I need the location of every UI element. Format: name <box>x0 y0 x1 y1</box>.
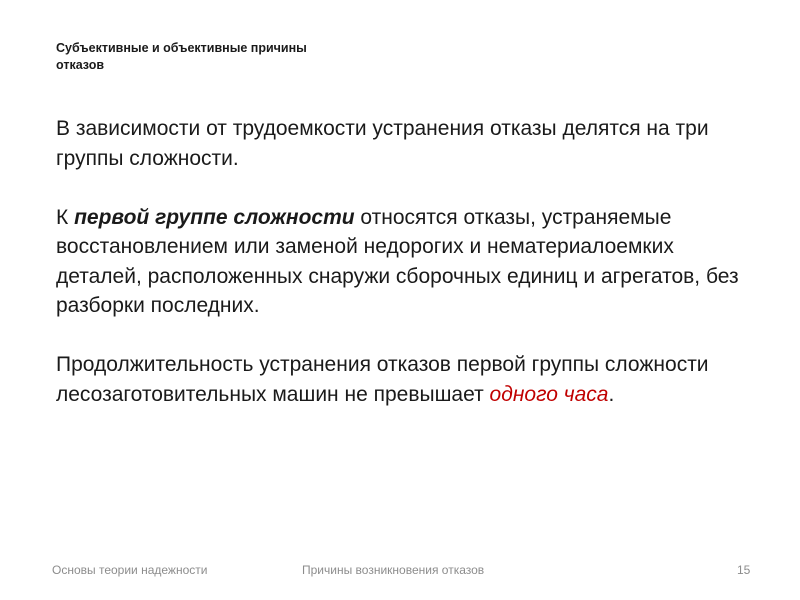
paragraph-groups-intro: В зависимости от трудоемкости устранения отказы делятся на три группы сложности. <box>56 117 709 170</box>
slide-title-line2: отказов <box>56 58 105 72</box>
slide-title <box>56 40 396 74</box>
slide-title-line1: Субъективные и объективные причины <box>56 41 307 55</box>
first-group-emphasis: первой группе сложности <box>74 205 355 229</box>
paragraph-duration-suffix: . <box>608 382 615 406</box>
paragraph-duration-text: Продолжительность устранения отказов первой группы сложности лесозаготовительных машин не превышает <box>56 353 709 406</box>
footer-topic: Причины возникновения отказов <box>302 563 485 577</box>
slide-body <box>56 114 756 409</box>
footer-course-name: Основы теории надежности <box>52 563 208 577</box>
paragraph-duration <box>56 350 756 409</box>
paragraph-first-group <box>56 203 756 321</box>
page-number: 15 <box>737 563 751 577</box>
paragraph-first-group-prefix: К <box>56 205 75 229</box>
paragraph-first-group-rest: относятся отказы, устраняемые восстановлением или заменой недорогих и нематериалоемких деталей, расположенных снаружи сборочных единиц и агрегатов, без разборки последних. <box>56 205 739 317</box>
one-hour-highlight: одного часа <box>489 382 609 406</box>
